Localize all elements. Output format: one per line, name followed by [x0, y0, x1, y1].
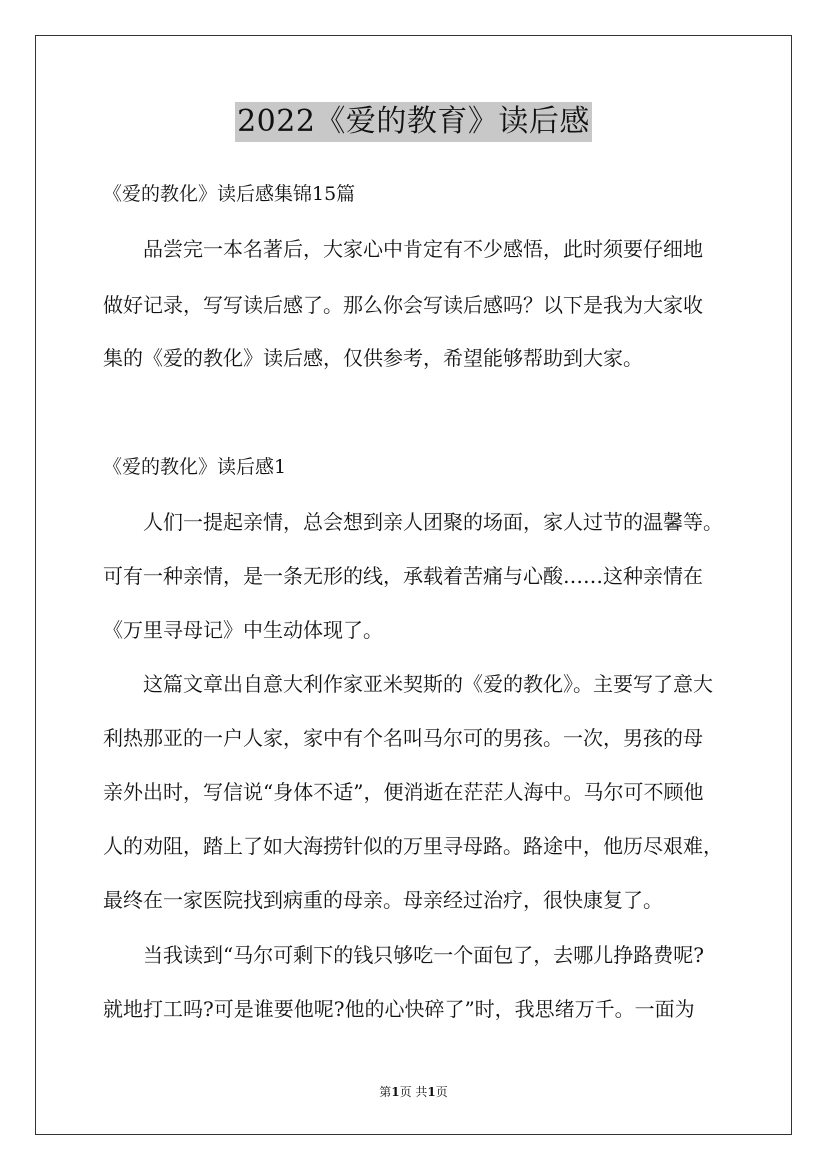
para1-line-2: 可有一种亲情，是一条无形的线，承载着苦痛与心酸……这种亲情在 [103, 564, 703, 588]
document-subtitle: 《爱的教化》读后感集锦15篇 [103, 183, 356, 205]
footer-page-current: 1 [391, 1085, 400, 1099]
para2-line-5: 最终在一家医院找到病重的母亲。母亲经过治疗，很快康复了。 [103, 888, 663, 912]
intro-line-2: 做好记录，写写读后感了。那么你会写读后感吗？以下是我为大家收 [103, 293, 703, 317]
para3-line-1: 当我读到“马尔可剩下的钱只够吃一个面包了，去哪儿挣路费呢? [143, 943, 704, 967]
para2-line-4: 人的劝阻，踏上了如大海捞针似的万里寻母路。路途中，他历尽艰难， [103, 834, 723, 858]
page-footer [0, 1084, 827, 1100]
intro-line-3: 集的《爱的教化》读后感，仅供参考，希望能够帮助到大家。 [103, 346, 643, 370]
para1-line-3: 《万里寻母记》中生动体现了。 [103, 618, 383, 642]
para2-line-2: 利热那亚的一户人家，家中有个名叫马尔可的男孩。一次，男孩的母 [103, 726, 703, 750]
title-wrap [0, 102, 827, 142]
footer-page-mid: 页 共 [399, 1085, 428, 1099]
intro-line-1: 品尝完一本名著后，大家心中肯定有不少感悟，此时须要仔细地 [143, 237, 703, 261]
footer-page-post: 页 [435, 1085, 448, 1099]
para2-line-1: 这篇文章出自意大利作家亚米契斯的《爱的教化》。主要写了意大 [143, 672, 713, 696]
para3-line-2: 就地打工吗?可是谁要他呢?他的心快碎了”时，我思绪万千。一面为 [103, 997, 695, 1021]
footer-page-total: 1 [427, 1085, 436, 1099]
para1-line-1: 人们一提起亲情，总会想到亲人团聚的场面，家人过节的温馨等。 [143, 510, 723, 534]
para2-line-3: 亲外出时，写信说“身体不适”，便消逝在茫茫人海中。马尔可不顾他 [103, 780, 704, 804]
section1-heading: 《爱的教化》读后感1 [103, 456, 287, 478]
document-title: 2022《爱的教育》读后感 [235, 102, 592, 142]
footer-page-pre: 第 [379, 1085, 392, 1099]
